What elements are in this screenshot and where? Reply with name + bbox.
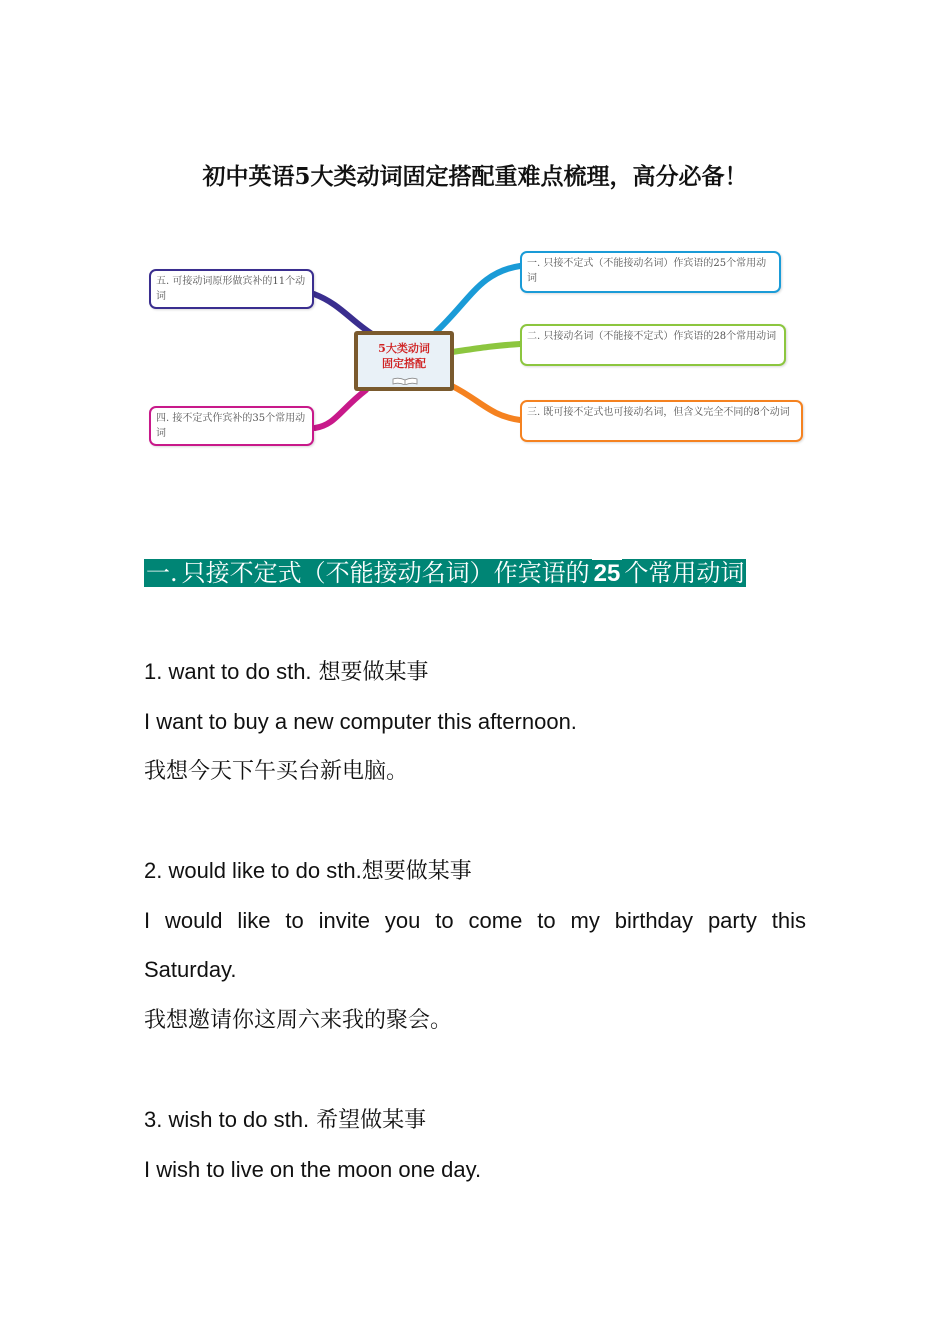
connector-3	[452, 386, 520, 420]
branch-1: 一. 只接不定式（不能接动名词）作宾语的25个常用动词	[520, 251, 781, 293]
section-prefix: 一.	[146, 559, 178, 587]
mind-map	[140, 240, 820, 460]
mind-map-center	[354, 331, 454, 391]
item-1-example-en: I want to buy a new computer this afternoon.	[144, 709, 577, 734]
branch-2: 二. 只接动名词（不能接不定式）作宾语的28个常用动词	[520, 324, 786, 366]
section-number: 25	[593, 560, 621, 587]
item-1-phrase: 1. want to do sth.	[144, 659, 312, 684]
connector-2	[452, 344, 520, 352]
item-3-phrase: 3. wish to do sth.	[144, 1107, 310, 1132]
center-line-2: 固定搭配	[382, 357, 426, 370]
item-2-example-en-line-2: Saturday.	[144, 957, 237, 982]
item-3-example-en: I wish to live on the moon one day.	[144, 1157, 482, 1182]
branch-4: 四. 接不定式作宾补的35个常用动词	[149, 406, 314, 446]
section-text-2: 个常用动词	[624, 559, 745, 587]
item-2-example-zh: 我想邀请你这周六来我的聚会。	[144, 1008, 453, 1033]
book-icon	[392, 377, 418, 385]
item-3-meaning: 希望做某事	[309, 1108, 427, 1133]
item-1-example-zh: 我想今天下午买台新电脑。	[144, 759, 409, 784]
section-heading	[144, 556, 746, 590]
item-2-example-en-line-1: I would like to invite you to come to my birthday party this	[144, 908, 806, 933]
item-1-heading	[144, 657, 806, 688]
item-1-meaning: 想要做某事	[311, 660, 429, 685]
branch-5: 五. 可接动词原形做宾补的11个动词	[149, 269, 314, 309]
center-line-1: 5大类动词	[378, 342, 430, 355]
item-2-phrase: 2. would like to do sth.	[144, 858, 362, 883]
branch-3: 三. 既可接不定式也可接动名词，但含义完全不同的8个动词	[520, 400, 803, 442]
connector-1	[436, 266, 520, 332]
item-2-heading	[144, 856, 806, 887]
page-title: 初中英语5大类动词固定搭配重难点梳理，高分必备！	[202, 163, 748, 190]
connector-4	[315, 390, 366, 428]
connector-5	[314, 294, 372, 334]
item-2-meaning: 想要做某事	[361, 859, 472, 884]
item-3-heading	[144, 1105, 806, 1136]
section-text-1: 只接不定式（不能接动名词）作宾语的	[181, 559, 590, 587]
